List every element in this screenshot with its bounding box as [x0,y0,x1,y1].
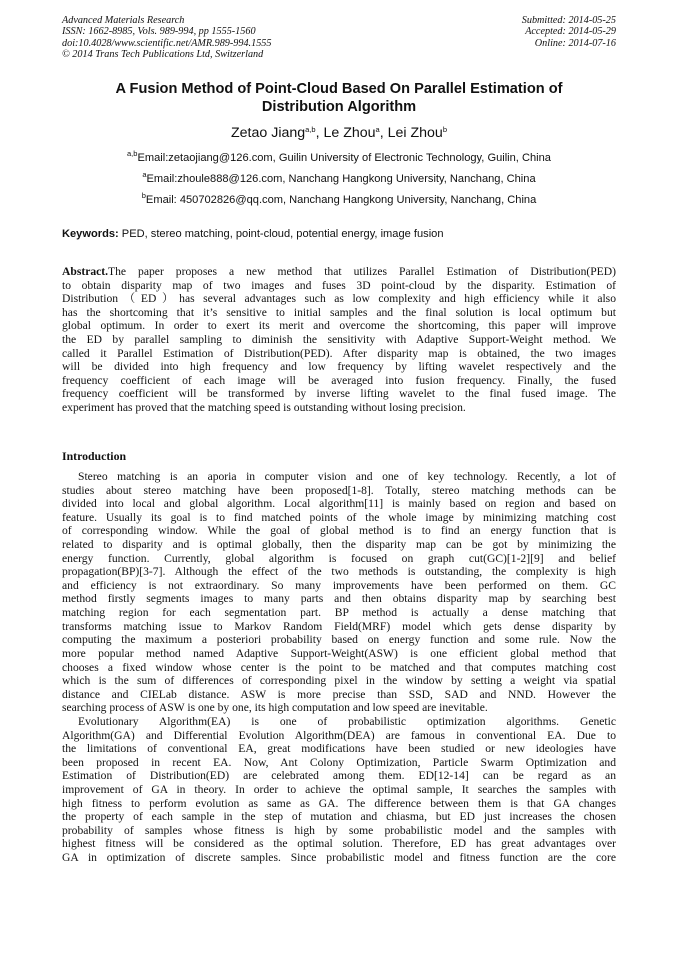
text-line-content: transforms matching issue to Markov Random Field(MRF) model which gets dense disparity by [62,619,616,633]
keywords [62,227,616,241]
submitted-date: Submitted: 2014-05-25 [521,15,616,26]
text-line-content: matching region for each segmentation part. BP method is actually a dense matching that [62,606,616,620]
text-line-content: the ED by parallel sampling to diminish the sensitivity with Adaptive Support-Weight method. We [62,333,616,347]
text-line [62,333,616,347]
text-line-content: method firstly segments images to many parts and then obtains disparity map by searching best [62,592,616,606]
text-line [62,769,616,783]
accepted-date: Accepted: 2014-05-29 [525,26,616,38]
text-line [62,851,616,865]
text-line [62,688,616,702]
text-line-content: will be divided into high frequency and low frequency by lifting wavelet respectively and the [62,360,616,374]
text-line-content: Estimation of Distribution(ED) are celebrated among them. ED[12-14] can be regard as an [62,769,616,783]
text-line-content: called it Parallel Estimation of Distribution(PED). After disparity map is obtained, the two images [62,346,616,360]
text-line [62,797,616,811]
text-line [62,579,616,593]
text-line-content: feature. Usually its goal is to find matched points of the whole image by minimizing matching cost [62,510,616,524]
affiliation-sup: a,b [127,149,138,158]
text-line [62,674,616,688]
text-line [62,319,616,333]
text-line-content: been proposed in recent EA. Now, Ant Colony Optimization, Particle Swarm Optimization and [62,755,616,769]
text-line-content: searching process of ASW is one by one, its high computation and low speed are inevitable. [62,701,488,715]
text-line [62,647,616,661]
title-line-1: A Fusion Method of Point-Cloud Based On Parallel Estimation of [115,81,563,97]
text-line-content: the limitations of conventional EA, great modifications have been studied or new ideologies have [62,742,616,756]
text-line [62,360,616,374]
author-separator: , [315,125,324,141]
text-line [62,265,616,279]
text-line [62,511,616,525]
text-line [62,470,616,484]
text-line [62,552,616,566]
text-line-content: to obtain disparity map of two images and fuses 3D point-cloud by the disparity. Estimation of [62,278,616,292]
text-line [62,279,616,293]
text-line-content: frequency coefficient will be transformed by inverse lifting wavelet to the final fused image. The [62,387,616,401]
affiliation-text: Email:zetaojiang@126.com, Guilin University of Electronic Technology, Guilin, China [137,152,551,164]
text-line-content: highest fitness will be considered as the optimal solution. Therefore, ED has great advantages over [62,837,616,851]
text-line [62,661,616,675]
dates-info [522,15,616,49]
text-line-content: the property of each sample in the step of mutation and chiasma, but ED just increases the chosen [62,810,616,824]
text-line [62,783,616,797]
text-line [62,701,616,715]
text-line [62,824,616,838]
text-line [62,524,616,538]
text-line [62,292,616,306]
text-line-content: global optimum. In order to exert its merit and overcome the shortcoming, this paper will improve [62,319,616,333]
issn-line: ISSN: 1662-8985, Vols. 989-994, pp 1555-1560 [62,26,256,38]
text-line [62,306,616,320]
text-line [62,742,616,756]
text-line-content: computing the maximum a posteriori probability based on energy function and some rule. Now the [62,633,616,647]
journal-info [62,15,271,61]
text-line-content: Stereo matching is an aporia in computer vision and one of key technology. Recently, a lot of [78,470,616,483]
text-line [62,729,616,743]
text-line [62,374,616,388]
affiliation-text: Email:zhoule888@126.com, Nanchang Hangkong University, Nanchang, China [146,173,536,185]
text-line [62,347,616,361]
author-list [62,124,616,142]
text-line-content: high fitness to perform evolution as same as GA. The difference between them is that GA changes [62,796,616,810]
author-separator: , [379,125,388,141]
text-line-content: energy function. Currently, global algorithm is focused on graph cut(GC)[1-2][9] and belief [62,551,616,565]
text-line-content: Algorithm(GA) and Differential Evolution Algorithm(DEA) are famous in conventional EA. Due to [62,728,616,742]
text-line [62,633,616,647]
abstract [62,265,616,415]
author-3: Lei Zhou [387,125,443,141]
author-2-sup: a [375,125,380,134]
text-line-content: related to disparity and is optimal globally, then the disparity map can be got by minimizing the [62,538,616,552]
text-line-content: and efficiency is not extraordinary. So many improvements have been performed on them. GC [62,578,616,592]
text-line-content: experiment has proved that the matching speed is outstanding without losing precision. [62,401,466,415]
section-heading-introduction: Introduction [62,449,127,463]
text-line [62,715,616,729]
text-line [62,565,616,579]
text-line-content: more popular method named Adaptive Support-Weight(ASW) is one efficient global method that [62,646,616,660]
text-line [62,810,616,824]
text-line-content: of corresponding window. While the goal of global method is to find an energy function that is [62,524,616,538]
text-line [62,592,616,606]
journal-name: Advanced Materials Research [62,15,185,26]
text-line-content: Distribution（ED）has several advantages such as low complexity and high efficiency while it also [62,292,616,306]
affiliation-1 [62,148,616,169]
affiliation-text: Email: 450702826@qq.com, Nanchang Hangkong University, Nanchang, China [145,194,537,206]
keywords-text: PED, stereo matching, point-cloud, potential energy, image fusion [118,228,444,240]
affiliation-3 [62,190,616,211]
author-3-sup: b [442,125,447,134]
text-line [62,387,616,401]
text-line [62,620,616,634]
text-line-content: distance and CIELab distance. ASW is more precise than SSD, SAD and NND. However the [62,687,616,701]
affiliation-sup: b [141,191,146,200]
keywords-label: Keywords: [62,228,119,240]
introduction-body [62,470,616,865]
copyright-line: © 2014 Trans Tech Publications Ltd, Switzerland [62,49,264,61]
text-line [62,606,616,620]
online-date: Online: 2014-07-16 [534,37,616,49]
text-line [62,484,616,498]
title-line-2: Distribution Algorithm [261,99,417,116]
text-line-content: has the shortcoming that it’s sensitive to initial samples and the final solution is local optimum but [62,305,616,319]
author-2: Le Zhou [323,125,376,141]
text-line [62,497,616,511]
text-line-content: studies about stereo matching have been proposed[1-8]. Totally, stereo matching methods can be [62,483,616,497]
text-line-content: chooses a fixed window whose center is the point to be matched and that computes matching cost [62,660,616,674]
abstract-label: Abstract. [62,265,109,278]
author-1-sup: a,b [305,125,316,134]
text-line-content: frequency coefficient of each image will be averaged into fusion frequency. Finally, the fused [62,373,616,387]
affiliations [62,148,616,211]
text-line-content: which is the sum of differences of corresponding pixel in the window by setting a weight via spatial [62,674,616,688]
text-line-content: The paper proposes a new method that utilizes Parallel Estimation of Distribution(PED) [108,265,616,278]
text-line [62,756,616,770]
author-1: Zetao Jiang [231,125,306,141]
text-line [62,401,616,415]
text-line-content: probability of samples whose fitness is high by some probabilistic model and the samples with [62,823,616,837]
text-line [62,837,616,851]
text-line-content: divided into local and global algorithm. Local algorithm[11] is mainly based on region and based on [62,497,616,511]
text-line [62,538,616,552]
text-line-content: GA in optimization of discrete samples. Since probabilistic model and fitness function are the core [62,851,616,865]
text-line-content: Evolutionary Algorithm(EA) is one of probabilistic optimization algorithms. Genetic [78,714,616,728]
affiliation-2 [62,169,616,190]
text-line-content: propagation(BP)[3-7]. Although the effect of the two methods is outstanding, the complexity is high [62,565,616,579]
doi-line: doi:10.4028/www.scientific.net/AMR.989-994.1555 [62,37,272,49]
paper-title [70,80,608,116]
text-line-content: improvement of GA in theory. In order to achieve the optimal sample, It searches the samples with [62,783,616,797]
affiliation-sup: a [142,170,147,179]
